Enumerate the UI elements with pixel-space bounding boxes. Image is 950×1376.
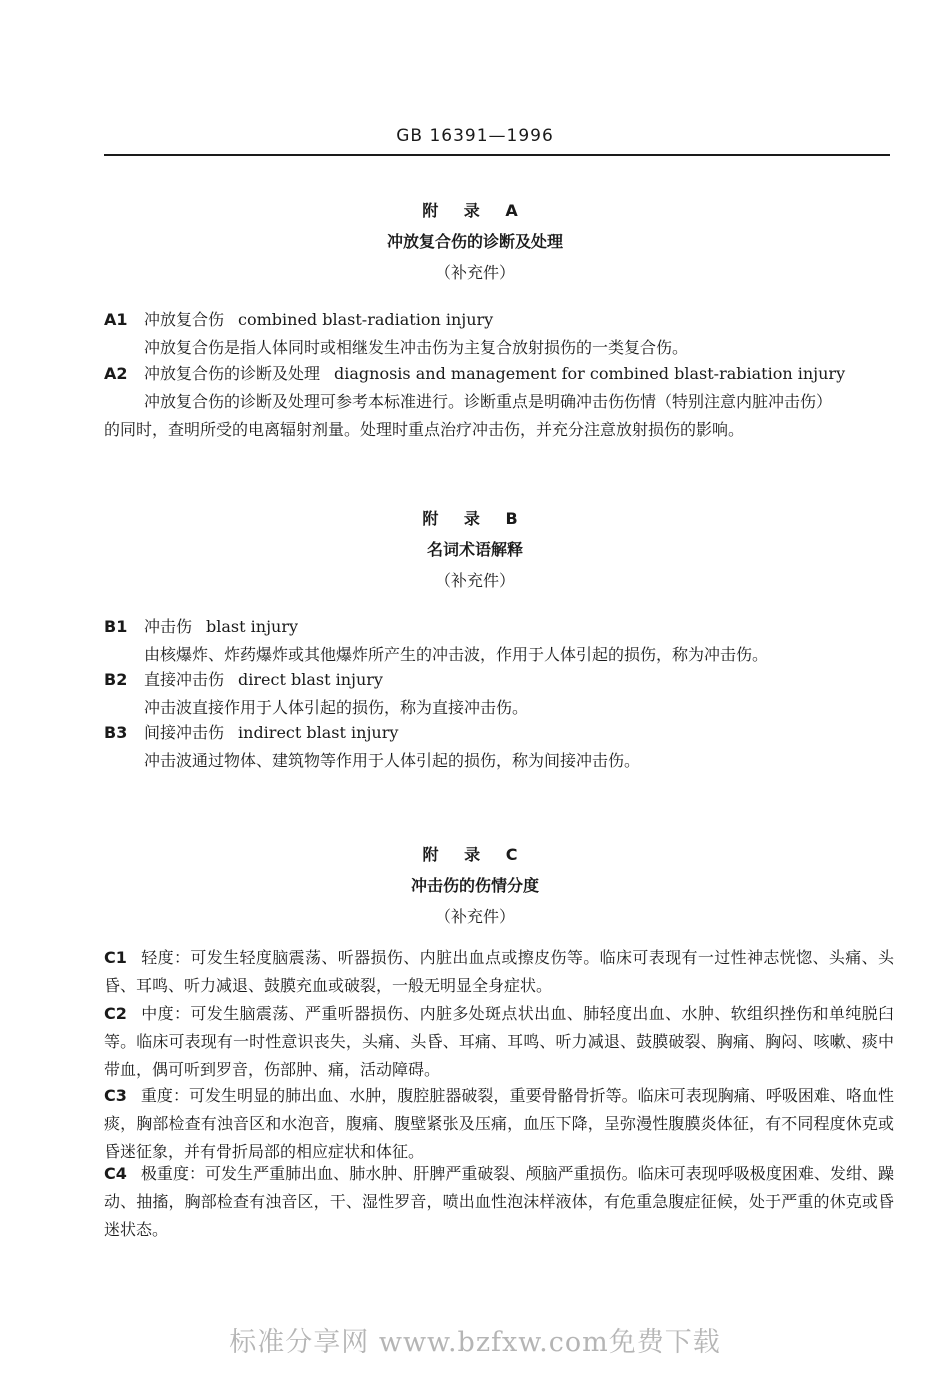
appendix-a-label: 附 录 A [422, 201, 528, 220]
item-definition: 冲击波通过物体、建筑物等作用于人体引起的损伤，称为间接冲击伤。 [144, 751, 641, 770]
appendix-b-label: 附 录 B [422, 509, 528, 528]
item-term: 冲放复合伤的诊断及处理 [144, 364, 321, 383]
item-text: 轻度：可发生轻度脑震荡、听器损伤、内脏出血点或擦皮伤等。临床可表现有一过性神志恍惚、头痛、头昏、耳鸣、听力减退、鼓膜充血或破裂，一般无明显全身症状。 [104, 948, 894, 995]
item-b1 [104, 613, 894, 669]
item-term: 直接冲击伤 [144, 670, 225, 689]
appendix-c-title: 冲击伤的伤情分度 [410, 876, 539, 895]
item-definition: 冲击波直接作用于人体引起的损伤，称为直接冲击伤。 [144, 698, 529, 717]
item-number: C3 [104, 1086, 127, 1105]
appendix-c-subtitle: （补充件） [434, 907, 515, 926]
item-text: 中度：可发生脑震荡、严重听器损伤、内脏多处斑点状出血、肺轻度出血、水肿、软组织挫伤和单纯脱臼等。临床可表现有一时性意识丧失，头痛、头昏、耳痛、耳鸣、听力减退、鼓膜破裂、胸痛、胸闷、咳嗽、痰中带血，偶可听到罗音，伤部肿、痛，活动障碍。 [104, 1004, 894, 1079]
item-english-term: direct blast injury [238, 670, 383, 689]
appendix-a-heading [0, 198, 950, 283]
appendix-b-title: 名词术语解释 [426, 540, 523, 559]
item-term: 冲放复合伤 [144, 310, 225, 329]
item-number: A2 [104, 364, 128, 383]
item-c4 [104, 1160, 894, 1244]
item-definition: 冲放复合伤是指人体同时或相继发生冲击伤为主复合放射损伤的一类复合伤。 [144, 338, 689, 357]
item-number: A1 [104, 310, 128, 329]
item-number: B1 [104, 617, 128, 636]
appendix-a-title: 冲放复合伤的诊断及处理 [386, 232, 563, 251]
item-c3 [104, 1082, 894, 1166]
appendix-a-subtitle: （补充件） [434, 263, 515, 282]
item-number: C2 [104, 1004, 127, 1023]
item-b2 [104, 666, 894, 722]
standard-number-header: GB 16391—1996 [396, 126, 554, 146]
item-b3 [104, 719, 894, 775]
item-text: 极重度：可发生严重肺出血、肺水肿、肝脾严重破裂、颅脑严重损伤。临床可表现呼吸极度困难、发绀、躁动、抽搐，胸部检查有浊音区，干、湿性罗音，喷出血性泡沫样液体，有危重急腹症征候，处于严重的休克或昏迷状态。 [104, 1164, 894, 1239]
item-a1 [104, 306, 894, 362]
header-rule [104, 154, 890, 156]
item-c1 [104, 944, 894, 1000]
item-term: 冲击伤 [144, 617, 193, 636]
item-c2 [104, 1000, 894, 1084]
item-term: 间接冲击伤 [144, 723, 225, 742]
item-definition: 由核爆炸、炸药爆炸或其他爆炸所产生的冲击波，作用于人体引起的损伤，称为冲击伤。 [144, 645, 769, 664]
item-number: B3 [104, 723, 128, 742]
item-english-term: diagnosis and management for combined blast-rabiation injury [334, 364, 846, 383]
item-english-term: combined blast-radiation injury [238, 310, 494, 329]
appendix-c-label: 附 录 C [422, 845, 528, 864]
appendix-b-heading [0, 506, 950, 591]
item-a2 [104, 360, 894, 444]
item-definition-line2: 的同时，查明所受的电离辐射剂量。处理时重点治疗冲击伤，并充分注意放射损伤的影响。 [104, 420, 745, 439]
item-number: B2 [104, 670, 128, 689]
appendix-b-subtitle: （补充件） [434, 571, 515, 590]
item-english-term: indirect blast injury [238, 723, 399, 742]
item-number: C4 [104, 1164, 127, 1183]
site-watermark: 标准分享网 www.bzfxw.com免费下载 [229, 1327, 721, 1358]
appendix-c-heading [0, 842, 950, 927]
item-text: 重度：可发生明显的肺出血、水肿，腹腔脏器破裂，重要骨骼骨折等。临床可表现胸痛、呼吸困难、咯血性痰，胸部检查有浊音区和水泡音，腹痛、腹壁紧张及压痛，血压下降，呈弥漫性腹膜炎体征，有不同程度休克或昏迷征象，并有骨折局部的相应症状和体征。 [104, 1086, 894, 1161]
item-english-term: blast injury [206, 617, 299, 636]
item-number: C1 [104, 948, 127, 967]
item-definition-line1: 冲放复合伤的诊断及处理可参考本标准进行。诊断重点是明确冲击伤伤情（特别注意内脏冲击伤） [144, 392, 833, 411]
